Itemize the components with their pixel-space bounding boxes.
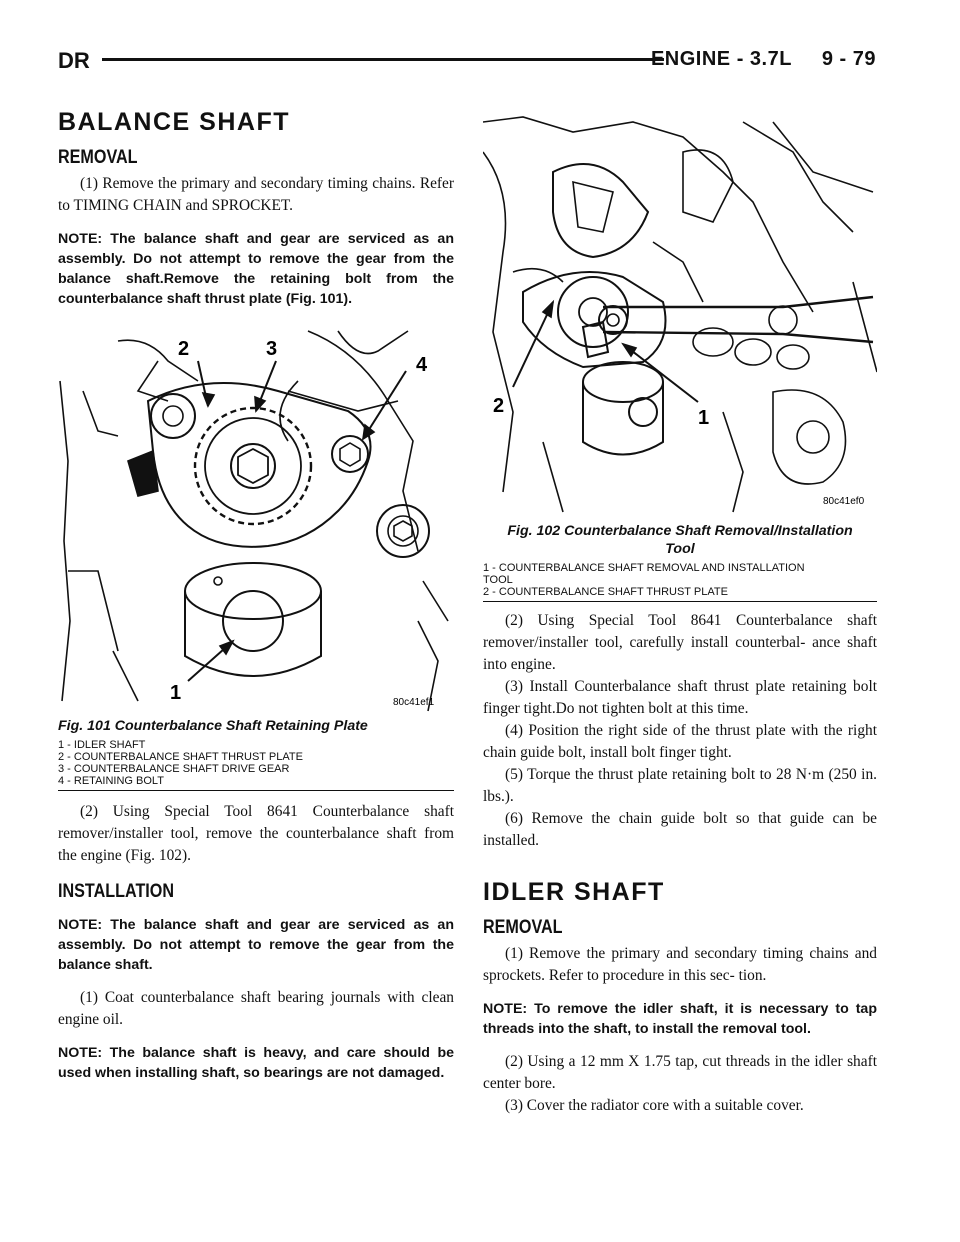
right-column <box>483 112 877 1117</box>
legend-item: TOOL <box>483 574 513 586</box>
install-step-4: (4) Position the right side of the thrust plate with the right chain guide bolt, install bolt finger tight. <box>483 722 877 761</box>
note-remove-bolt: NOTE: The balance shaft and gear are serviced as an assembly. Do not attempt to remove the gear from the balance shaft.Remove the retaining bolt from the counterbalance shaft thrust plate (Fig. 101). <box>58 231 454 307</box>
note-shaft-heavy: NOTE: The balance shaft is heavy, and care should be used when installing shaft, so bearings are not damaged. <box>58 1045 454 1081</box>
subsection-removal: REMOVAL <box>58 147 138 168</box>
legend-item: 1 - IDLER SHAFT <box>58 739 146 751</box>
idler-step-2: (2) Using a 12 mm X 1.75 tap, cut threads in the idler shaft center bore. <box>483 1053 877 1092</box>
section-title-idler-shaft: IDLER SHAFT <box>483 878 665 906</box>
figure-102 <box>483 112 877 602</box>
page-header <box>58 44 876 74</box>
figure-101-legend <box>58 739 454 787</box>
removal-step-2: (2) Using Special Tool 8641 Counterbalance shaft remover/installer tool, remove the counterbalance shaft from the engine (Fig. 102). <box>58 803 454 864</box>
figure-101-label-2: 2 <box>178 338 190 360</box>
figure-102-legend <box>483 562 877 598</box>
figure-102-code: 80c41ef0 <box>823 496 865 507</box>
figure-102-caption-line-1: Fig. 102 Counterbalance Shaft Removal/Installation <box>507 523 853 539</box>
install-step-3: (3) Install Counterbalance shaft thrust plate retaining bolt finger tight.Do not tighten bolt at this time. <box>483 678 877 717</box>
subsection-installation: INSTALLATION <box>58 881 175 902</box>
removal-step-1: (1) Remove the primary and secondary timing chains. Refer to TIMING CHAIN and SPROCKET. <box>58 175 454 214</box>
install-step-5: (5) Torque the thrust plate retaining bolt to 28 N·m (250 in. lbs.). <box>483 766 877 805</box>
legend-item: 3 - COUNTERBALANCE SHAFT DRIVE GEAR <box>58 763 290 775</box>
figure-101-illustration <box>58 321 454 717</box>
header-manual-code: DR <box>58 48 90 73</box>
figure-101-caption: Fig. 101 Counterbalance Shaft Retaining Plate <box>58 718 368 734</box>
figure-102-caption-line-2: Tool <box>665 541 695 557</box>
header-rule <box>102 58 664 61</box>
figure-101-label-3: 3 <box>266 338 278 360</box>
figure-102-rule <box>483 601 877 602</box>
figure-101-label-1: 1 <box>170 682 182 704</box>
figure-102-label-2: 2 <box>493 395 505 417</box>
legend-item: 4 - RETAINING BOLT <box>58 775 164 787</box>
idler-step-3: (3) Cover the radiator core with a suitable cover. <box>505 1097 804 1114</box>
figure-101-label-4: 4 <box>416 354 428 376</box>
figure-102-label-1: 1 <box>698 407 710 429</box>
note-serviced-assembly: NOTE: The balance shaft and gear are serviced as an assembly. Do not attempt to remove the gear from the balance shaft. <box>58 917 454 973</box>
header-section-page: ENGINE - 3.7L 9 - 79 <box>650 48 876 70</box>
install-step-2: (2) Using Special Tool 8641 Counterbalance shaft remover/installer tool, carefully install counterbal- ance shaft into engine. <box>483 612 877 673</box>
section-title-balance-shaft: BALANCE SHAFT <box>58 108 290 136</box>
legend-item: 1 - COUNTERBALANCE SHAFT REMOVAL AND INSTALLATION <box>483 562 805 574</box>
install-steps <box>483 610 877 852</box>
legend-item: 2 - COUNTERBALANCE SHAFT THRUST PLATE <box>483 586 728 598</box>
subsection-idler-removal: REMOVAL <box>483 917 563 938</box>
figure-101 <box>58 321 454 791</box>
figure-102-illustration <box>483 112 877 522</box>
figure-101-rule <box>58 790 454 791</box>
note-tap-threads: NOTE: To remove the idler shaft, it is necessary to tap threads into the shaft, to install the removal tool. <box>483 1001 877 1037</box>
figure-101-code: 80c41ef1 <box>393 697 435 708</box>
left-column <box>58 108 454 1095</box>
idler-step-1: (1) Remove the primary and secondary timing chains and sprockets. Refer to procedure in this sec- tion. <box>483 945 877 984</box>
install-step-6: (6) Remove the chain guide bolt so that guide can be installed. <box>483 810 877 849</box>
legend-item: 2 - COUNTERBALANCE SHAFT THRUST PLATE <box>58 751 303 763</box>
install-step-1: (1) Coat counterbalance shaft bearing journals with clean engine oil. <box>58 989 454 1028</box>
